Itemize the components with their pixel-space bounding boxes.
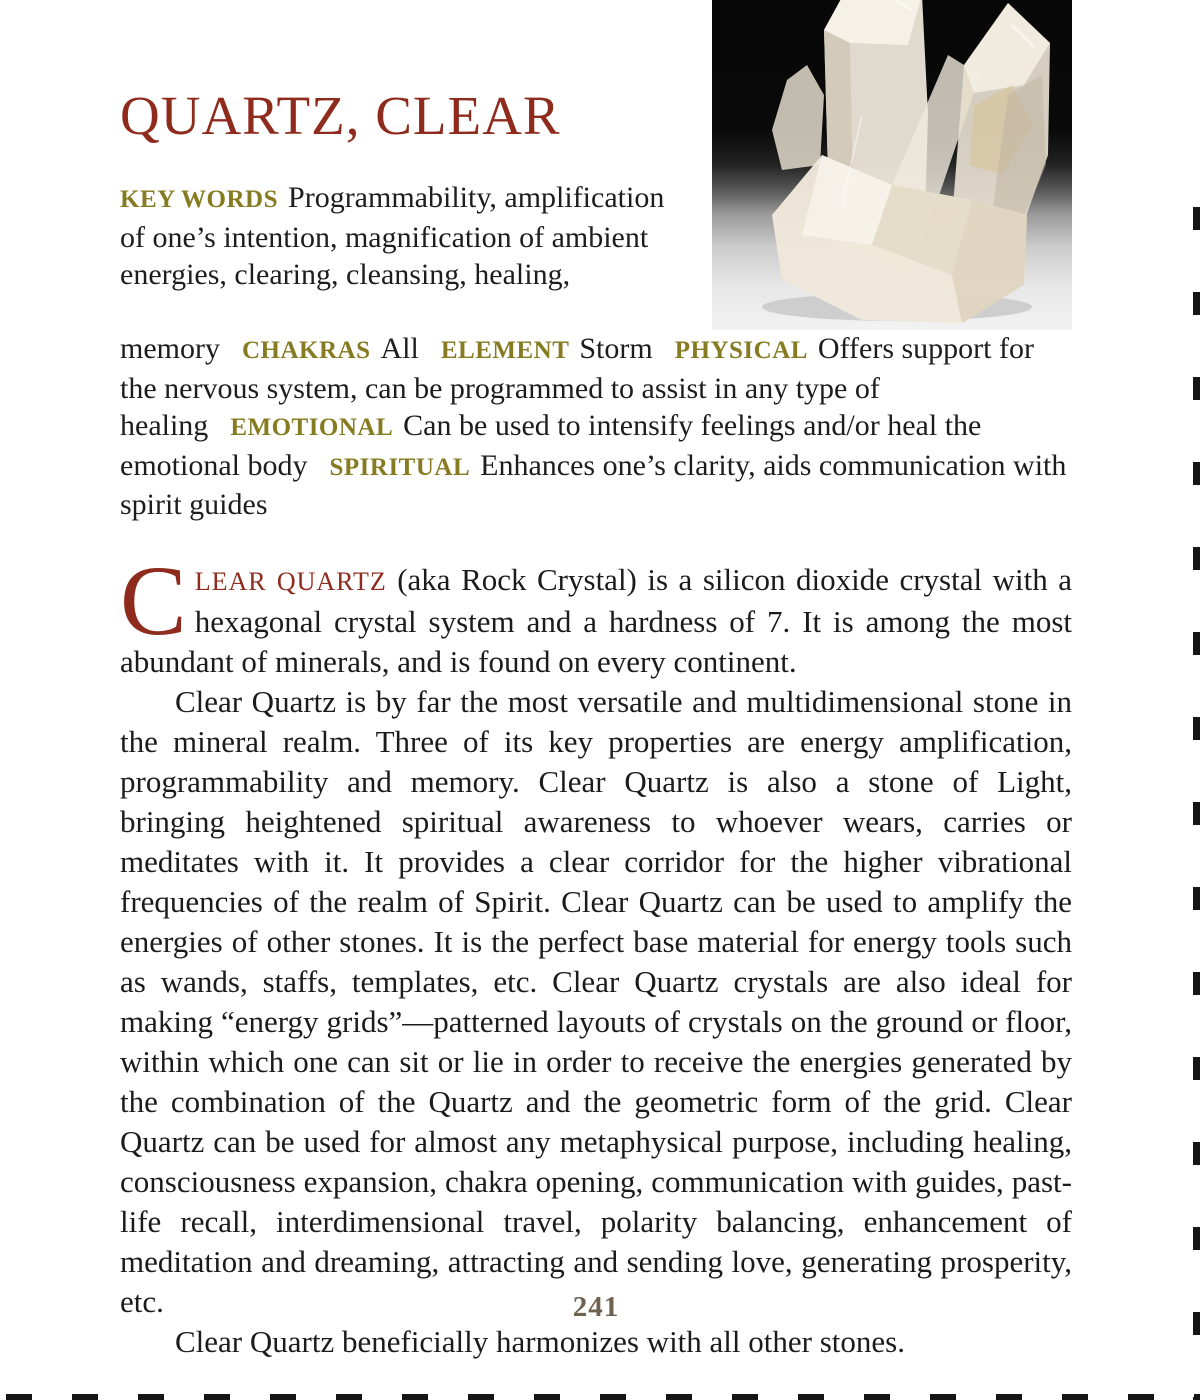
property-text: Enhances one’s clarity, aids communication with spirit guides — [120, 448, 1067, 521]
body-paragraph-1 — [120, 544, 1072, 682]
property-label: EMOTIONAL — [230, 414, 394, 441]
property-text: Offers support for the nervous system, can be programmed to assist in any type of healing — [120, 332, 1034, 442]
paragraph-1-text: (aka Rock Crystal) is a silicon dioxide crystal with a hexagonal crystal system and a hardness of 7. It is among the most abundant of minerals, and is found on every continent. — [120, 561, 1072, 679]
page-content — [120, 0, 1072, 1400]
lead-smallcaps: LEAR QUARTZ — [194, 566, 387, 596]
property-label: SPIRITUAL — [329, 453, 471, 481]
body-text — [120, 544, 1072, 1362]
property-label: CHAKRAS — [241, 337, 371, 364]
property-label: ELEMENT — [440, 337, 570, 364]
property-text: Can be used to intensify feelings and/or heal the emotional body — [120, 409, 982, 482]
dropcap: C — [120, 544, 187, 656]
crystal-photo — [712, 0, 1072, 330]
property-label: KEY WORDS — [120, 186, 279, 213]
body-paragraph-2: Clear Quartz is by far the most versatile and multidimensional stone in the mineral realm. Three of its key properties are energy amplification, programmability and memory. Clear Quartz is also a stone of Light, bringing heightened spiritual awareness to whoever wears, carries or meditates with it. It provides a clear corridor for the higher vibrational frequencies of the realm of Spirit. Clear Quartz can be used to amplify the energies of other stones. It is the perfect base material for energy tools such as wands, staffs, templates, etc. Clear Quartz crystals are also ideal for making “energy grids”—patterned layouts of crystals on the ground or floor, within which one can sit or lie in order to receive the energies generated by the combination of the Quartz and the geometric form of the grid. Clear Quartz can be used for almost any metaphysical purpose, including healing, consciousness expansion, chakra opening, communication with guides, past-life recall, interdimensional travel, polarity balancing, enhancement of meditation and dreaming, attracting and sending love, generating prosperity, etc. — [120, 683, 1072, 1319]
property-label: PHYSICAL — [674, 337, 808, 364]
property-text: Programmability, amplification of one’s intention, magnification of ambient energies, clearing, cleansing, healing, memory — [120, 181, 665, 365]
page-number: 241 — [572, 1291, 620, 1323]
property-text: Storm — [579, 332, 653, 365]
page-edge-ticks — [1193, 207, 1200, 1400]
crystal-illustration — [712, 0, 1072, 330]
property-text: All — [380, 332, 419, 365]
body-paragraph-3: Clear Quartz beneficially harmonizes with all other stones. — [175, 1323, 905, 1359]
page-title: QUARTZ, CLEAR — [120, 85, 561, 146]
